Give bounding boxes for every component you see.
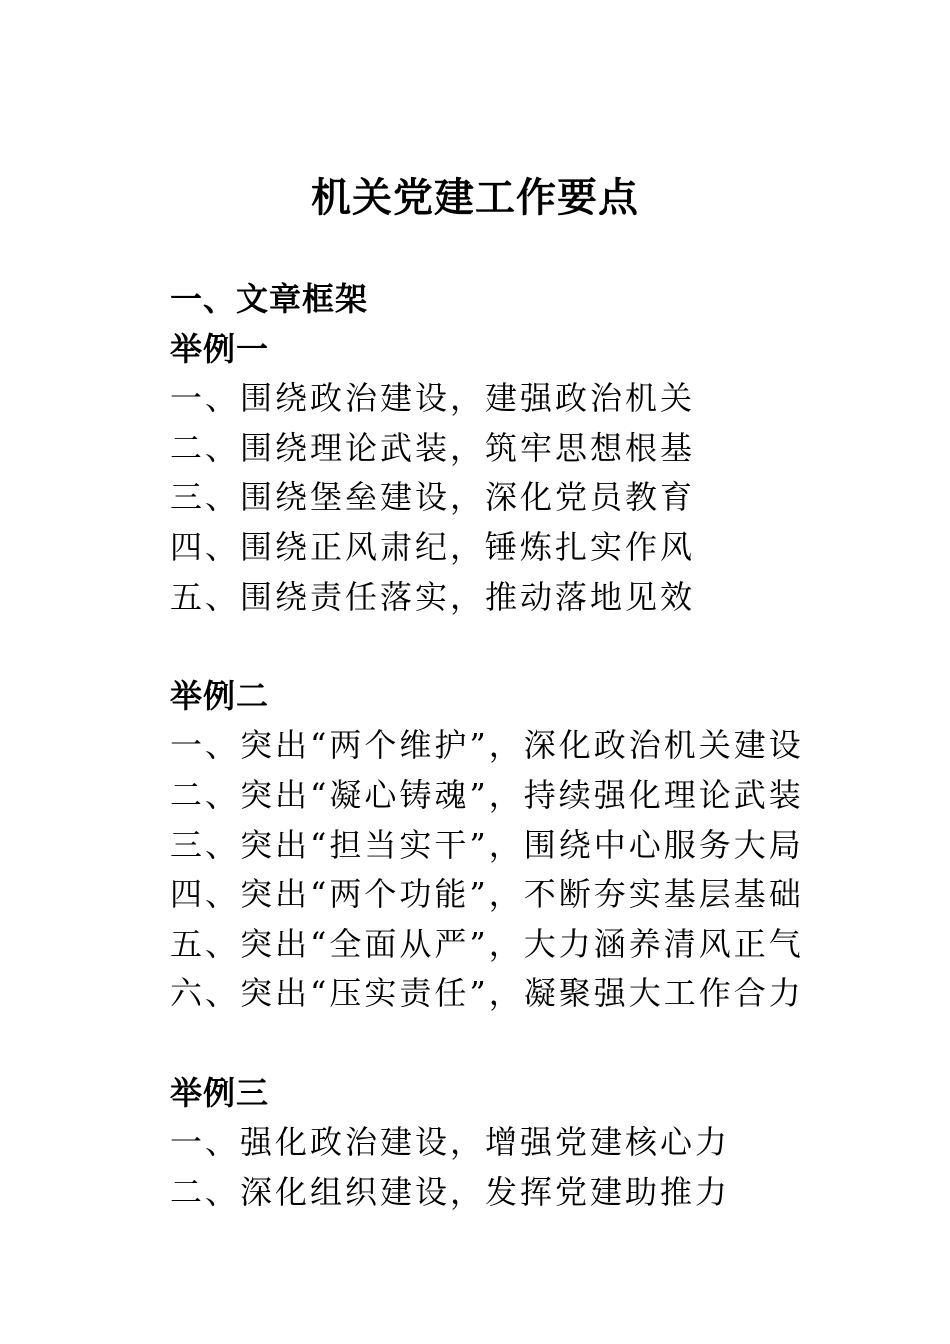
outline-item: 一、围绕政治建设，建强政治机关 [170,379,696,418]
outline-item: 六、突出“压实责任”，凝聚强大工作合力 [170,974,804,1013]
blank-line [170,1019,870,1069]
blank-line [170,622,870,672]
outline-item: 四、突出“两个功能”，不断夯实基层基础 [170,875,804,914]
example-heading: 举例二 [170,676,270,715]
outline-item: 二、深化组织建设，发挥党建助推力 [170,1172,731,1211]
outline-item: 一、突出“两个维护”，深化政治机关建设 [170,726,804,765]
outline-item: 四、围绕正风肃纪，锤炼扎实作风 [170,527,696,566]
outline-item: 一、强化政治建设，增强党建核心力 [170,1123,731,1162]
outline-item: 五、突出“全面从严”，大力涵养清风正气 [170,924,804,963]
example-heading: 举例一 [170,329,270,368]
document-title: 机关党建工作要点 [311,174,639,221]
outline-item: 五、围绕责任落实，推动落地见效 [170,577,696,616]
example-heading: 举例三 [170,1073,270,1112]
section-heading: 一、文章框架 [170,280,369,318]
document-body [170,275,870,1217]
outline-item: 三、突出“担当实干”，围绕中心服务大局 [170,825,804,864]
outline-item: 二、突出“凝心铸魂”，持续强化理论武装 [170,775,804,814]
outline-item: 三、围绕堡垒建设，深化党员教育 [170,478,696,517]
outline-item: 二、围绕理论武装，筑牢思想根基 [170,428,696,467]
